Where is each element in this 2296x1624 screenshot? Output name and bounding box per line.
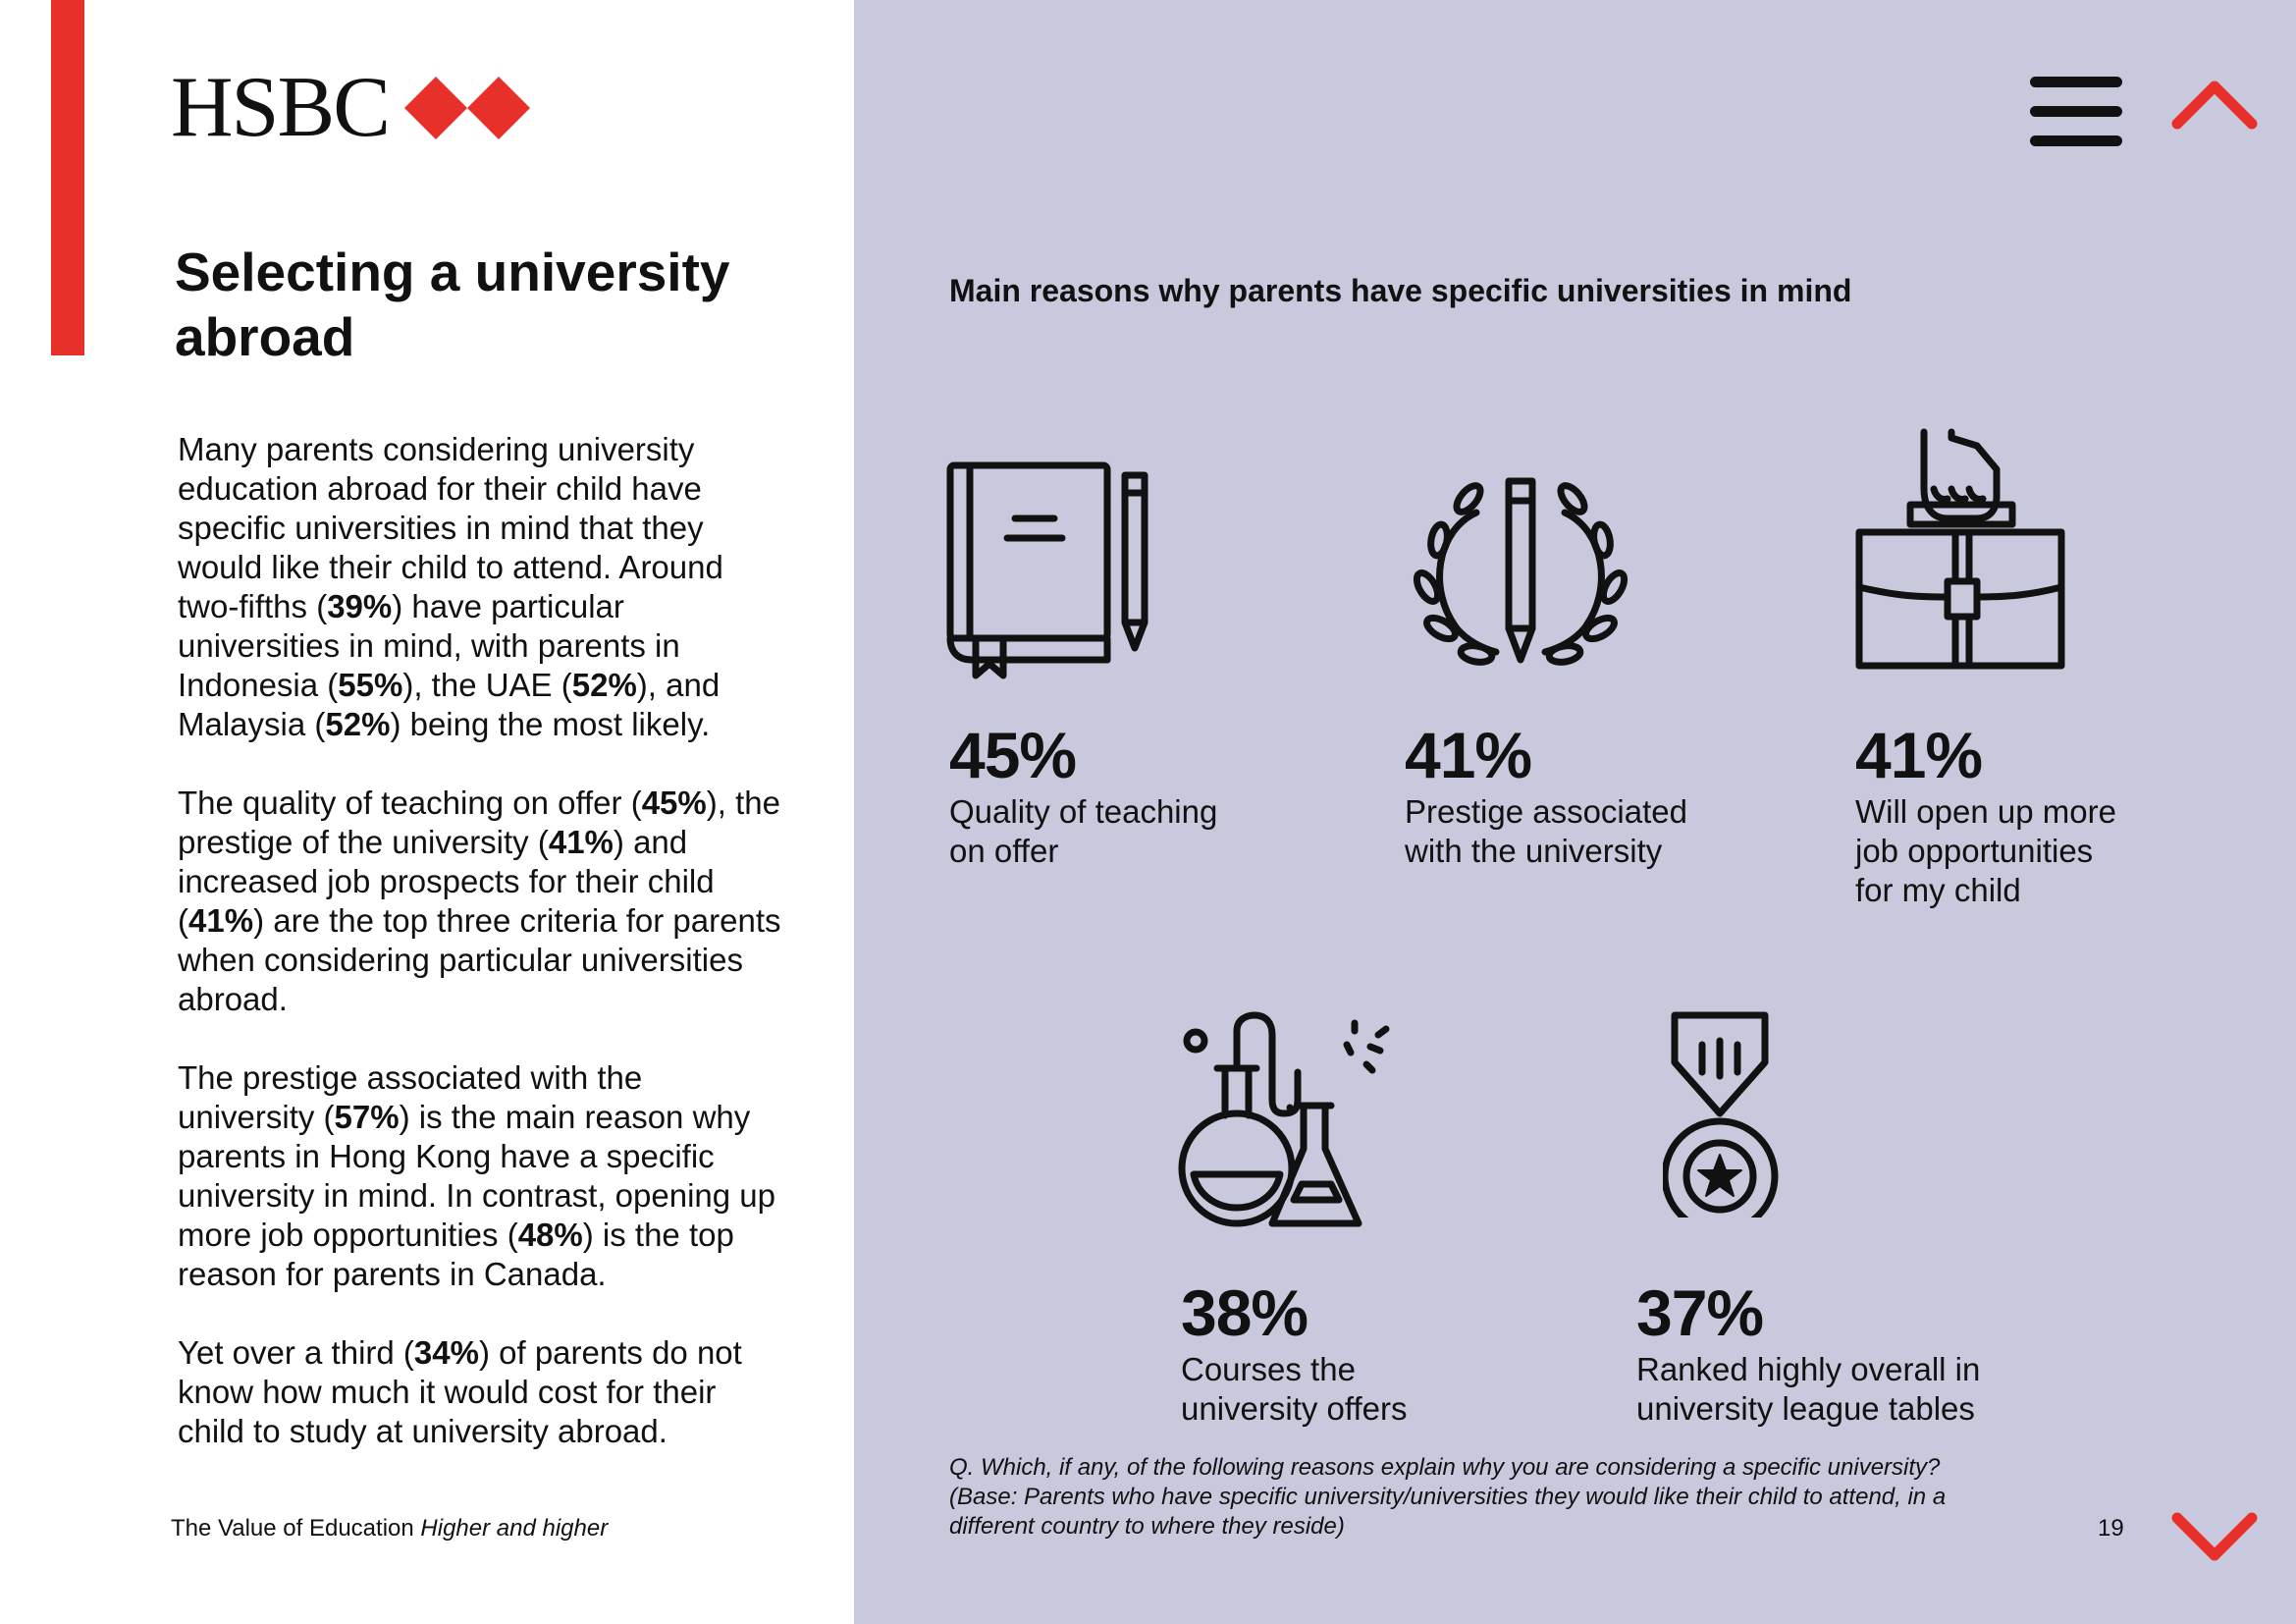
body-text <box>178 430 786 1490</box>
briefcase-hand-icon <box>1853 428 2069 674</box>
hsbc-hexagon-icon <box>404 77 530 139</box>
accent-bar <box>51 0 84 355</box>
stat-courses <box>1181 1277 1593 1429</box>
highlight-figure: 45% <box>641 785 707 821</box>
footer-subtitle: Higher and higher <box>420 1515 609 1542</box>
footer-title: The Value of Education <box>171 1515 414 1542</box>
paragraph <box>178 430 786 744</box>
footer-publication <box>171 1515 608 1543</box>
note-line: Q. Which, if any, of the following reasons explain why you are considering a specific university? <box>949 1454 1941 1481</box>
hsbc-logo <box>171 60 530 155</box>
text-run: ) of parents do not know how much it would cost for their child to study at university abroad. <box>178 1334 742 1449</box>
stat-label-line: with the university <box>1405 833 1663 869</box>
stat-percent: 41% <box>1855 719 1983 791</box>
note-line: (Base: Parents who have specific university/universities they would like their child to attend, in a <box>949 1484 1947 1510</box>
highlight-figure: 39% <box>327 588 393 624</box>
highlight-figure: 41% <box>548 824 614 860</box>
stat-label <box>1636 1350 2049 1429</box>
stat-job-opportunities <box>1855 720 2268 910</box>
stat-league-tables <box>1636 1277 2049 1429</box>
medal-icon <box>1663 1011 1790 1218</box>
paragraph <box>178 1058 786 1294</box>
stat-label-line: Ranked highly overall in <box>1636 1351 1981 1387</box>
stat-percent: 45% <box>949 719 1077 791</box>
highlight-figure: 52% <box>571 667 637 703</box>
chevron-down-icon[interactable] <box>2171 1510 2258 1565</box>
logo-wordmark: HSBC <box>171 60 389 155</box>
menu-icon[interactable] <box>2030 73 2124 149</box>
paragraph <box>178 1333 786 1451</box>
stat-percent: 38% <box>1181 1276 1308 1349</box>
text-run: ), the prestige of the university ( <box>178 785 780 860</box>
text-run: ) and increased job prospects for their child ( <box>178 824 715 939</box>
stat-quality-teaching <box>949 720 1362 871</box>
stat-label-line: job opportunities <box>1855 833 2094 869</box>
stat-label-line: Quality of teaching <box>949 793 1218 830</box>
note-line: different country to where they reside) <box>949 1513 1345 1540</box>
page-number: 19 <box>2098 1515 2124 1542</box>
highlight-figure: 48% <box>517 1217 583 1253</box>
text-run: ), and Malaysia ( <box>178 667 721 742</box>
survey-question-note <box>949 1453 2019 1542</box>
highlight-figure: 55% <box>338 667 403 703</box>
stat-label-line: for my child <box>1855 872 2021 908</box>
highlight-figure: 34% <box>413 1334 479 1371</box>
stat-prestige <box>1405 720 1817 871</box>
laurel-pencil-icon <box>1408 471 1633 668</box>
left-panel <box>0 0 854 1624</box>
stat-label-line: Courses the <box>1181 1351 1356 1387</box>
text-run: ) is the main reason why parents in Hong Kong have a specific university in mind. In contrast, opening up more job opportunities ( <box>178 1099 776 1253</box>
book-pencil-icon <box>946 460 1162 685</box>
stat-label <box>1855 792 2268 910</box>
text-run: ), the UAE ( <box>402 667 572 703</box>
text-run: ) have particular universities in mind, with parents in Indonesia ( <box>178 588 680 703</box>
chart-title: Main reasons why parents have specific universities in mind <box>949 273 1852 308</box>
text-run: ) is the top reason for parents in Canada. <box>178 1217 734 1292</box>
stat-label <box>949 792 1362 871</box>
text-run: Many parents considering university education abroad for their child have specific universities in mind that they would like their child to attend. Around two-fifths ( <box>178 431 723 624</box>
text-run: Yet over a third ( <box>178 1334 414 1371</box>
stat-label <box>1181 1350 1593 1429</box>
stat-label-line: Prestige associated <box>1405 793 1687 830</box>
page-title: Selecting a university abroad <box>175 242 730 367</box>
text-run: ) being the most likely. <box>390 706 711 742</box>
chevron-up-icon[interactable] <box>2171 77 2258 132</box>
stat-percent: 41% <box>1405 719 1532 791</box>
stat-label-line: university league tables <box>1636 1390 1975 1427</box>
text-run: ) are the top three criteria for parents when considering particular universities abroad. <box>178 902 781 1017</box>
lab-flasks-icon <box>1178 1011 1404 1237</box>
text-run: The prestige associated with the university ( <box>178 1059 643 1135</box>
paragraph <box>178 784 786 1019</box>
highlight-figure: 41% <box>188 902 254 939</box>
highlight-figure: 52% <box>325 706 391 742</box>
stat-label-line: Will open up more <box>1855 793 2116 830</box>
highlight-figure: 57% <box>334 1099 400 1135</box>
stat-label <box>1405 792 1817 871</box>
stat-label-line: on offer <box>949 833 1059 869</box>
stat-label-line: university offers <box>1181 1390 1408 1427</box>
stat-percent: 37% <box>1636 1276 1764 1349</box>
text-run: The quality of teaching on offer ( <box>178 785 642 821</box>
